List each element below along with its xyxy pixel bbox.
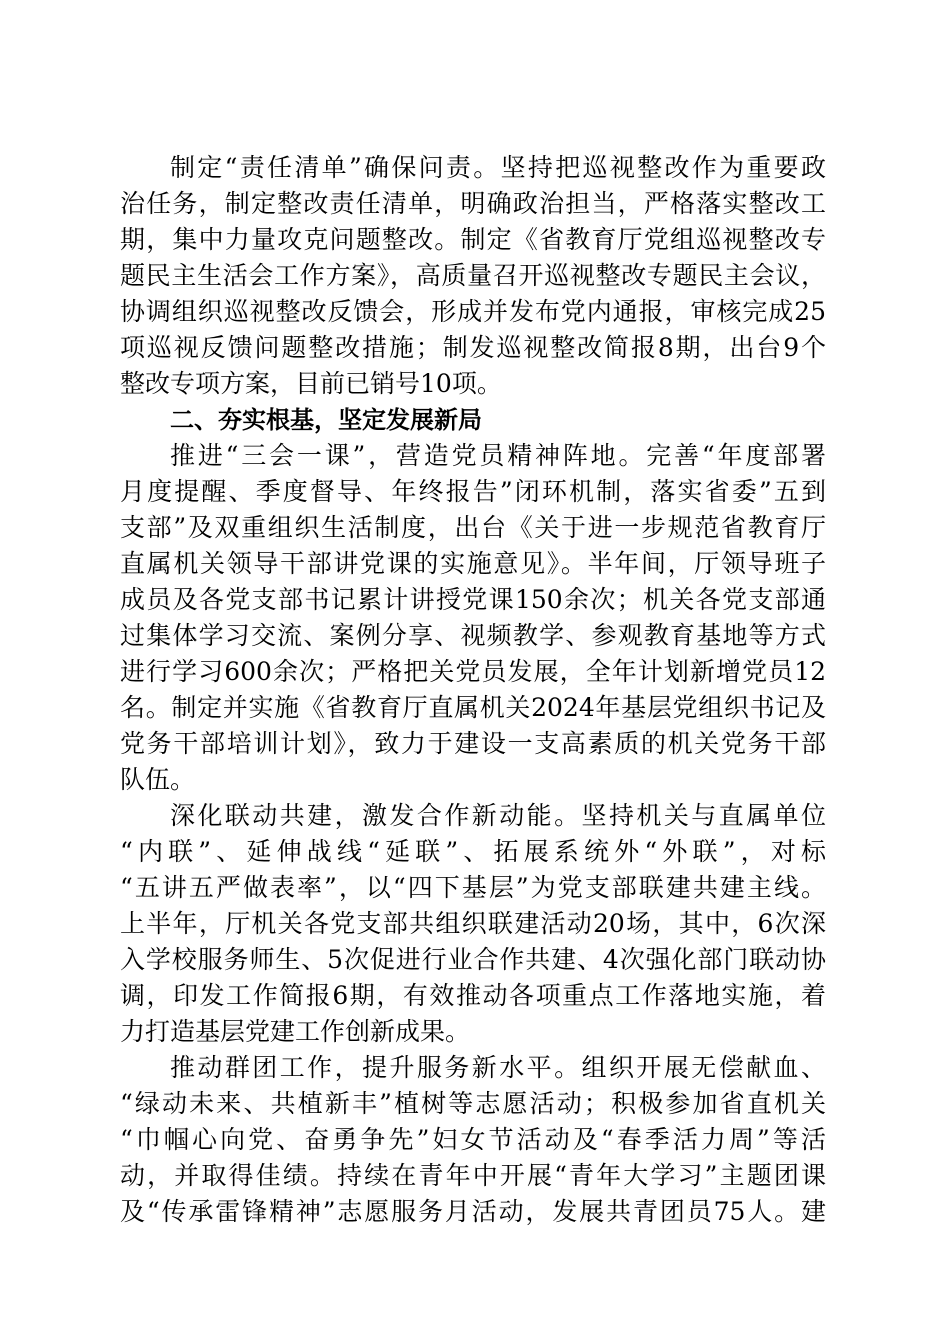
section-heading: 二、夯实根基，坚定发展新局	[170, 406, 482, 434]
text-line: 调，印发工作简报6期，有效推动各项重点工作落地实施，着	[120, 981, 826, 1010]
paragraph-joint-building	[120, 798, 826, 1050]
paragraph-responsibility-list	[120, 150, 826, 402]
text-line: 推动群团工作，提升服务新水平。组织开展无偿献血、	[170, 1053, 826, 1082]
text-line: 月度提醒、季度督导、年终报告”闭环机制，落实省委”五到	[120, 477, 826, 506]
document-body	[120, 150, 826, 1230]
text-line: 制定“责任清单”确保问责。坚持把巡视整改作为重要政	[170, 153, 826, 182]
text-line: “绿动未来、共植新丰”植树等志愿活动；积极参加省直机关	[120, 1089, 826, 1118]
text-line: 支部”及双重组织生活制度，出台《关于进一步规范省教育厅	[120, 513, 826, 542]
text-line: 协调组织巡视整改反馈会，形成并发布党内通报，审核完成25	[120, 297, 826, 326]
text-line: 期，集中力量攻克问题整改。制定《省教育厅党组巡视整改专	[120, 225, 826, 254]
text-line: 党务干部培训计划》，致力于建设一支高素质的机关党务干部	[120, 729, 826, 758]
text-line: 过集体学习交流、案例分享、视频教学、参观教育基地等方式	[120, 621, 826, 650]
text-line: 直属机关领导干部讲党课的实施意见》。半年间，厅领导班子	[120, 549, 826, 578]
text-line: 成员及各党支部书记累计讲授党课150余次；机关各党支部通	[120, 585, 826, 614]
text-line: 治任务，制定整改责任清单，明确政治担当，严格落实整改工	[120, 189, 826, 218]
paragraph-three-meetings	[120, 438, 826, 798]
text-line: “内联”、延伸战线“延联”、拓展系统外“外联”，对标	[120, 837, 826, 866]
text-line: 整改专项方案，目前已销号10项。	[120, 369, 502, 398]
text-line: 及“传承雷锋精神”志愿服务月活动，发展共青团员75人。建	[120, 1197, 826, 1226]
text-line: 上半年，厅机关各党支部共组织联建活动20场，其中，6次深	[120, 909, 826, 938]
text-line: 名。制定并实施《省教育厅直属机关2024年基层党组织书记及	[120, 693, 826, 722]
text-line: 入学校服务师生、5次促进行业合作共建、4次强化部门联动协	[120, 945, 826, 974]
paragraph-mass-organizations	[120, 1050, 826, 1230]
text-line: 推进“三会一课”，营造党员精神阵地。完善“年度部署	[170, 441, 826, 470]
text-line: 题民主生活会工作方案》，高质量召开巡视整改专题民主会议，	[120, 261, 826, 290]
text-line: “五讲五严做表率”，以“四下基层”为党支部联建共建主线。	[120, 873, 826, 902]
text-line: 进行学习600余次；严格把关党员发展，全年计划新增党员12	[120, 657, 826, 686]
text-line: 动，并取得佳绩。持续在青年中开展“青年大学习”主题团课	[120, 1161, 826, 1190]
text-line: “巾帼心向党、奋勇争先”妇女节活动及“春季活力周”等活	[120, 1125, 826, 1154]
text-line: 深化联动共建，激发合作新动能。坚持机关与直属单位	[170, 801, 826, 830]
text-line: 队伍。	[120, 765, 196, 794]
text-line: 项巡视反馈问题整改措施；制发巡视整改简报8期，出台9个	[120, 333, 826, 362]
text-line: 力打造基层党建工作创新成果。	[120, 1017, 471, 1046]
